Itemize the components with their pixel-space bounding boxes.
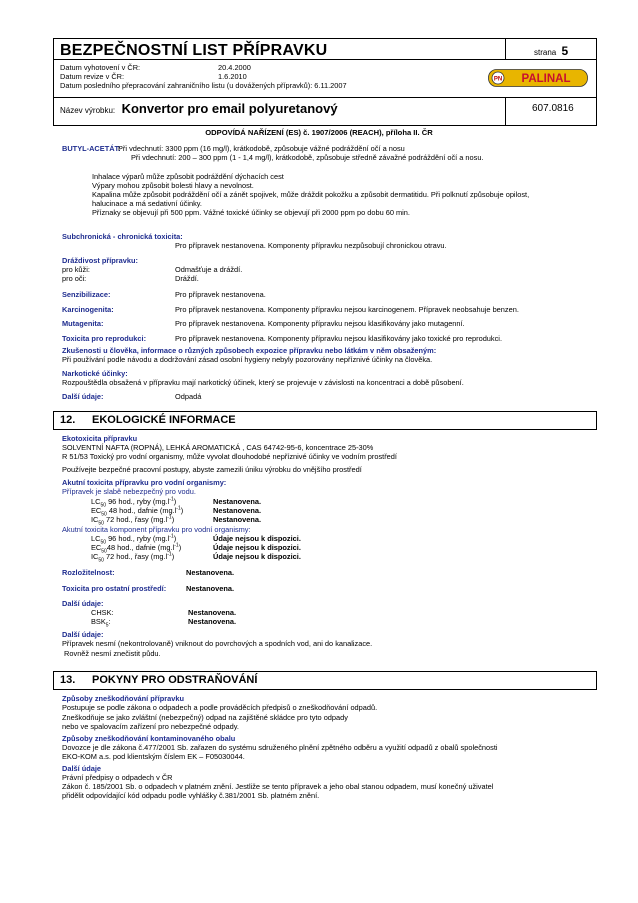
section13-other-line-3: přidělit odpovídající kód odpadu podle vyhlášky č.381/2001 Sb. platném znění. (62, 791, 320, 800)
packaging-label: Způsoby zneškodňování kontaminovaného obalu (62, 734, 236, 743)
page-indicator (534, 44, 568, 58)
page-divider (505, 39, 506, 59)
prep-ec50-value: Nestanovena. (213, 506, 262, 515)
subchronic-text: Pro přípravek nestanovena. Komponenty přípravku nezpůsobují chronickou otravu. (175, 241, 447, 250)
prep-ic50-value: Nestanovena. (213, 515, 262, 524)
product-code: 607.0816 (532, 103, 574, 114)
section-12-header (53, 411, 597, 430)
product-divider (505, 97, 506, 125)
chsk-value: Nestanovena. (188, 608, 237, 617)
carcinogenicity-value: Pro přípravek nestanovena. Komponenty přípravku nejsou karcinogenem. Přípravek neobsahuje benzen. (175, 305, 519, 314)
butyl-p5: Příznaky se objevují při 500 ppm. Vážné toxické účinky se objevují při 2000 ppm po dobu 60 min. (92, 208, 410, 217)
degradability-label: Rozložitelnost: (62, 568, 115, 577)
ecotox-line-1: SOLVENTNÍ NAFTA (ROPNÁ), LEHKÁ AROMATICKÁ , CAS 64742-95-6, koncentrace 25-30% (62, 443, 374, 452)
section-13-title: POKYNY PRO ODSTRAŇOVÁNÍ (92, 674, 258, 686)
comp-ic50-value: Údaje nejsou k dispozici. (213, 552, 301, 561)
disposal-line-3: nebo ve spalovacím zařízení pro nebezpečné odpady. (62, 722, 239, 731)
disposal-line-2: Zneškodňuje se jako zvláštní (nebezpečný) odpad na zajištěné skládce pro tyto odpady (62, 713, 348, 722)
section12-other2-line-2: Rovněž nesmí znečistit půdu. (62, 649, 161, 658)
svg-text:PN: PN (493, 76, 503, 83)
butyl-p4: halucinace a má sedativní účinky. (92, 199, 202, 208)
regulation-heading: ODPOVÍDÁ NAŘÍZENÍ (ES) č. 1907/2006 (REACH), příloha II. ČR (205, 128, 433, 137)
product-label: Název výrobku: (60, 106, 116, 115)
other-env-toxicity-label: Toxicita pro ostatní prostředí: (62, 584, 167, 593)
butyl-p2: Výpary mohou způsobit bolesti hlavy a nevolnost. (92, 181, 254, 190)
section12-other2-label: Další údaje: (62, 630, 104, 639)
ecotox-label: Ekotoxicita přípravku (62, 434, 138, 443)
comp-ec50-label: $EC_{50}48$ hod., dafnie $(mg.l^{-1})$ (91, 542, 182, 555)
sensitization-value: Pro přípravek nestanovena. (175, 290, 266, 299)
ecotox-line-3: Používejte bezpečné pracovní postupy, abyste zamezili úniku výrobku do vnějšího prostředí (62, 465, 362, 474)
product-rule (54, 97, 596, 98)
experience-label: Zkušenosti u člověka, informace o různých způsobech expozice přípravku nebo látkám v něm obsaženým: (62, 346, 437, 355)
carcinogenicity-label: Karcinogenita: (62, 305, 114, 314)
narcotic-label: Narkotické účinky: (62, 369, 128, 378)
prep-lc50-value: Nestanovena. (213, 497, 262, 506)
palinal-logo (488, 69, 588, 87)
irritancy-eye-value: Dráždí. (175, 274, 199, 283)
section-12-number: 12. (60, 414, 76, 426)
title-rule (54, 59, 596, 60)
degradability-value: Nestanovena. (186, 568, 235, 577)
page-label: strana (534, 48, 557, 57)
ecotox-line-2: R 51/53 Toxický pro vodní organismy, může vyvolat dlouhodobé nepříznivé účinky ve vodním prostředí (62, 452, 397, 461)
packaging-line-1: Dovozce je dle zákona č.477/2001 Sb. zařazen do systému sdruženého plnění zpětného odběru a využití odpadů z obalů společnosti (62, 743, 498, 752)
packaging-line-2: EKO-KOM a.s. pod klientským číslem EK – F05030044. (62, 752, 245, 761)
preparation-hazard-label: Přípravek je slabě nebezpečný pro vodu. (62, 487, 196, 496)
document-title: BEZPEČNOSTNÍ LIST PŘÍPRAVKU (60, 42, 328, 59)
butyl-p3: Kapalina může způsobit podráždění očí a zánět spojivek, může dráždit pokožku a způsobit dermatitidu. Při polknutí způsobuje opilost, (92, 190, 530, 199)
irritancy-skin-value: Odmašťuje a dráždí. (175, 265, 243, 274)
page-number: 5 (561, 44, 569, 58)
butyl-p1: Inhalace výparů může způsobit podráždění dýchacích cest (92, 172, 284, 181)
disposal-label: Způsoby zneškodňování přípravku (62, 694, 184, 703)
experience-text: Při používání podle návodu a dodržování zásad osobní hygieny nebyly pozorovány nepříznivé účinky na člověka. (62, 355, 433, 364)
comp-ec50-value: Údaje nejsou k dispozici. (213, 543, 301, 552)
prep-ec50-label: $EC_{50}$ 48 hod., dafnie $(mg.l^{-1})$ (91, 505, 184, 518)
section-12-title: EKOLOGICKÉ INFORMACE (92, 414, 236, 426)
logo-text: PALINAL (521, 73, 571, 85)
revision-date: 1.6.2010 (218, 72, 247, 81)
reproduction-toxicity-value: Pro přípravek nestanovena. Komponenty přípravku nejsou klasifikovány jako toxické pro reprodukci. (175, 334, 503, 343)
product-name: Konvertor pro email polyuretanový (121, 101, 338, 116)
irritancy-label: Dráždivost přípravku: (62, 256, 138, 265)
section12-other2-line-1: Přípravek nesmí (nekontrolovaně) vniknout do povrchových a spodních vod, ani do kanalizace. (62, 639, 373, 648)
sensitization-label: Senzibilizace: (62, 290, 111, 299)
butyl-label: BUTYL-ACETÁT: (62, 144, 121, 153)
irritancy-skin-label: pro kůži: (62, 265, 90, 274)
issued-date: 20.4.2000 (218, 63, 251, 72)
chsk-label: CHSK: (91, 608, 114, 617)
disposal-line-1: Postupuje se podle zákona o odpadech a podle prováděcích předpisů o zneškodňování odpadů. (62, 703, 378, 712)
narcotic-text: Rozpouštědla obsažená v přípravku mají narkotický účinek, který se projevuje v závislosti na koncentraci a době působení. (62, 378, 464, 387)
comp-lc50-label: $LC_{50}$ 96 hod., ryby $(mg.l^{-1})$ (91, 533, 177, 546)
other-info-value: Odpadá (175, 392, 202, 401)
reproduction-toxicity-label: Toxicita pro reprodukci: (62, 334, 147, 343)
subchronic-label: Subchronická - chronická toxicita: (62, 232, 183, 241)
section-13-header (53, 671, 597, 690)
section13-other-label: Další údaje (62, 764, 102, 773)
section13-other-line-1: Právní předpisy o odpadech v ČR (62, 773, 173, 782)
other-info-label: Další údaje: (62, 392, 104, 401)
irritancy-eye-label: pro oči: (62, 274, 87, 283)
bsk-value: Nestanovena. (188, 617, 237, 626)
comp-lc50-value: Údaje nejsou k dispozici. (213, 534, 301, 543)
mutagenicity-value: Pro přípravek nestanovena. Komponenty přípravku nejsou klasifikovány jako mutagenní. (175, 319, 465, 328)
revision-label: Datum revize v ČR: (60, 72, 125, 81)
mutagenicity-label: Mutagenita: (62, 319, 104, 328)
section13-other-line-2: Zákon č. 185/2001 Sb. o odpadech v platném znění. Jestliže se tento přípravek a jeho obal stanou odpadem, musí konečný uživatel (62, 782, 494, 791)
prep-ic50-label: $IC_{50}$ 72 hod., řasy $(mg.l^{-1})$ (91, 514, 175, 527)
section-13-number: 13. (60, 674, 76, 686)
issued-label: Datum vyhotovení v ČR: (60, 63, 141, 72)
section12-other-label: Další údaje: (62, 599, 104, 608)
product-row (60, 100, 338, 118)
butyl-line-1: Při vdechnutí: 3300 ppm (16 mg/l), krátkodobě, způsobuje vážné podráždění očí a nosu (118, 144, 405, 153)
acute-toxicity-label: Akutní toxicita přípravku pro vodní organismy: (62, 478, 227, 487)
comp-ic50-label: $IC_{50}$ 72 hod., řasy $(mg.l^{-1})$ (91, 551, 175, 564)
prep-lc50-label: $LC_{50}$ 96 hod., ryby $(mg.l^{-1})$ (91, 496, 177, 509)
translation-note: Datum posledního přepracování zahraničního listu (u dovážených přípravků): 6.11.2007 (60, 81, 347, 90)
component-toxicity-label: Akutní toxicita komponent přípravku pro vodní organismy: (62, 525, 251, 534)
other-env-toxicity-value: Nestanovena. (186, 584, 235, 593)
butyl-line-2: Při vdechnutí: 200 – 300 ppm (1 - 1,4 mg/l), krátkodobě, způsobuje středně závažné podráždění očí a nosu. (131, 153, 484, 162)
bsk-label: $BSK_5$: (91, 617, 111, 629)
